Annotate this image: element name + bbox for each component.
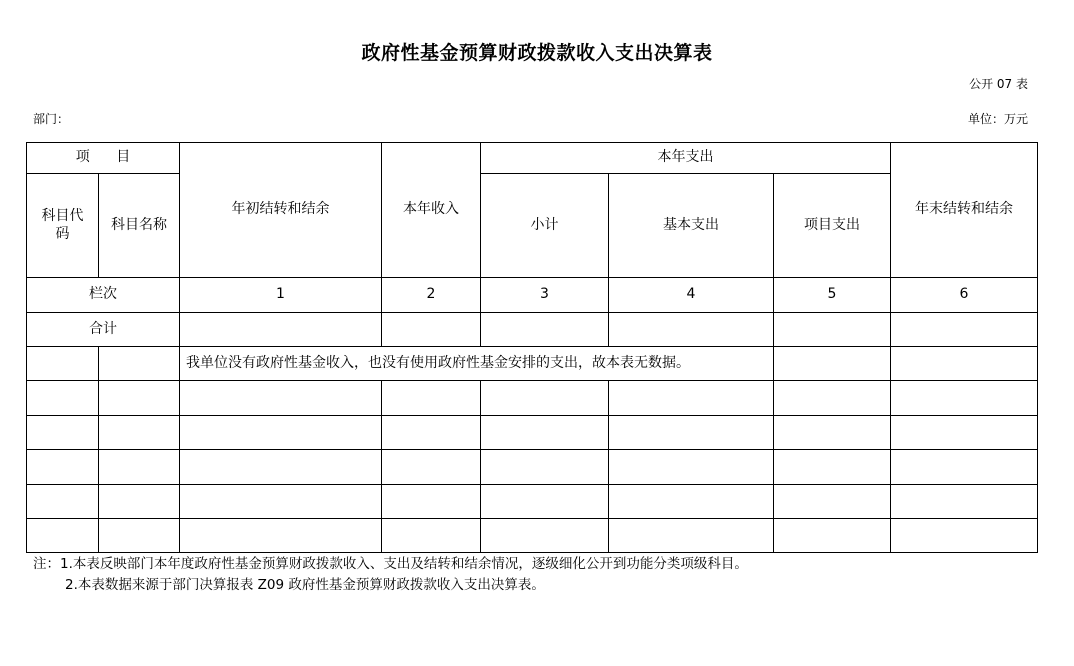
header-basic-expense: 基本支出 bbox=[609, 174, 774, 278]
table-row bbox=[27, 347, 1038, 381]
column-number-4: 4 bbox=[609, 278, 774, 313]
footnotes bbox=[33, 554, 748, 596]
table-cell bbox=[481, 485, 609, 519]
table-cell bbox=[382, 519, 481, 553]
table-cell bbox=[891, 347, 1038, 381]
form-number: 公开 07 表 bbox=[969, 77, 1028, 91]
total-row bbox=[27, 313, 1038, 347]
table-cell bbox=[27, 416, 99, 450]
table-cell bbox=[99, 519, 180, 553]
header-subject-code: 科目代码 bbox=[27, 174, 99, 278]
table-cell bbox=[774, 347, 891, 381]
table-cell bbox=[27, 450, 99, 485]
table-row bbox=[27, 381, 1038, 416]
table-row bbox=[27, 450, 1038, 485]
header-current-expense: 本年支出 bbox=[481, 143, 891, 174]
page-title: 政府性基金预算财政拨款收入支出决算表 bbox=[361, 42, 713, 64]
table-cell bbox=[774, 381, 891, 416]
table-cell bbox=[382, 381, 481, 416]
table-cell bbox=[609, 485, 774, 519]
table-cell bbox=[609, 416, 774, 450]
table-cell bbox=[27, 485, 99, 519]
header-row-2 bbox=[27, 174, 1038, 278]
column-number-label: 栏次 bbox=[27, 278, 180, 313]
table-cell bbox=[180, 381, 382, 416]
table-cell bbox=[481, 416, 609, 450]
table-cell bbox=[891, 519, 1038, 553]
total-cell bbox=[891, 313, 1038, 347]
table-cell bbox=[609, 381, 774, 416]
header-subject-name: 科目名称 bbox=[99, 174, 180, 278]
column-number-2: 2 bbox=[382, 278, 481, 313]
table-cell bbox=[609, 450, 774, 485]
table-cell bbox=[774, 416, 891, 450]
table-row bbox=[27, 485, 1038, 519]
table-cell bbox=[891, 381, 1038, 416]
table-cell bbox=[481, 381, 609, 416]
table-cell bbox=[382, 416, 481, 450]
table-cell bbox=[180, 416, 382, 450]
table-cell bbox=[774, 519, 891, 553]
table-cell bbox=[481, 519, 609, 553]
table-cell bbox=[891, 416, 1038, 450]
column-number-3: 3 bbox=[481, 278, 609, 313]
table-cell bbox=[891, 450, 1038, 485]
column-number-1: 1 bbox=[180, 278, 382, 313]
table-cell bbox=[180, 519, 382, 553]
table-cell bbox=[27, 381, 99, 416]
total-cell bbox=[180, 313, 382, 347]
column-number-row bbox=[27, 278, 1038, 313]
no-data-message: 我单位没有政府性基金收入，也没有使用政府性基金安排的支出，故本表无数据。 bbox=[180, 347, 774, 381]
header-current-income: 本年收入 bbox=[382, 143, 481, 278]
table-cell bbox=[27, 347, 99, 381]
table-cell bbox=[609, 519, 774, 553]
table-cell bbox=[180, 450, 382, 485]
header-row-1 bbox=[27, 143, 1038, 174]
table-cell bbox=[99, 347, 180, 381]
budget-table bbox=[26, 142, 1038, 553]
department-label: 部门： bbox=[33, 112, 70, 126]
table-cell bbox=[99, 450, 180, 485]
total-cell bbox=[774, 313, 891, 347]
table-cell bbox=[27, 519, 99, 553]
column-number-6: 6 bbox=[891, 278, 1038, 313]
table-cell bbox=[774, 485, 891, 519]
table-row bbox=[27, 519, 1038, 553]
table-cell bbox=[774, 450, 891, 485]
table-cell bbox=[891, 485, 1038, 519]
table-cell bbox=[180, 485, 382, 519]
total-label: 合计 bbox=[27, 313, 180, 347]
unit-label: 单位：万元 bbox=[967, 112, 1028, 126]
total-cell bbox=[382, 313, 481, 347]
table-cell bbox=[99, 416, 180, 450]
total-cell bbox=[481, 313, 609, 347]
table-cell bbox=[99, 485, 180, 519]
table-cell bbox=[382, 485, 481, 519]
header-item: 项 目 bbox=[27, 143, 180, 174]
total-cell bbox=[609, 313, 774, 347]
table-row bbox=[27, 416, 1038, 450]
header-project-expense: 项目支出 bbox=[774, 174, 891, 278]
header-opening-balance: 年初结转和结余 bbox=[180, 143, 382, 278]
column-number-5: 5 bbox=[774, 278, 891, 313]
header-subtotal: 小计 bbox=[481, 174, 609, 278]
footnote-2: 2.本表数据来源于部门决算报表 Z09 政府性基金预算财政拨款收入支出决算表。 bbox=[65, 577, 545, 593]
table-cell bbox=[481, 450, 609, 485]
table-cell bbox=[382, 450, 481, 485]
table-cell bbox=[99, 381, 180, 416]
footnote-1: 注：1.本表反映部门本年度政府性基金预算财政拨款收入、支出及结转和结余情况，逐级细化公开到功能分类项级科目。 bbox=[33, 556, 748, 572]
header-closing-balance: 年末结转和结余 bbox=[891, 143, 1038, 278]
